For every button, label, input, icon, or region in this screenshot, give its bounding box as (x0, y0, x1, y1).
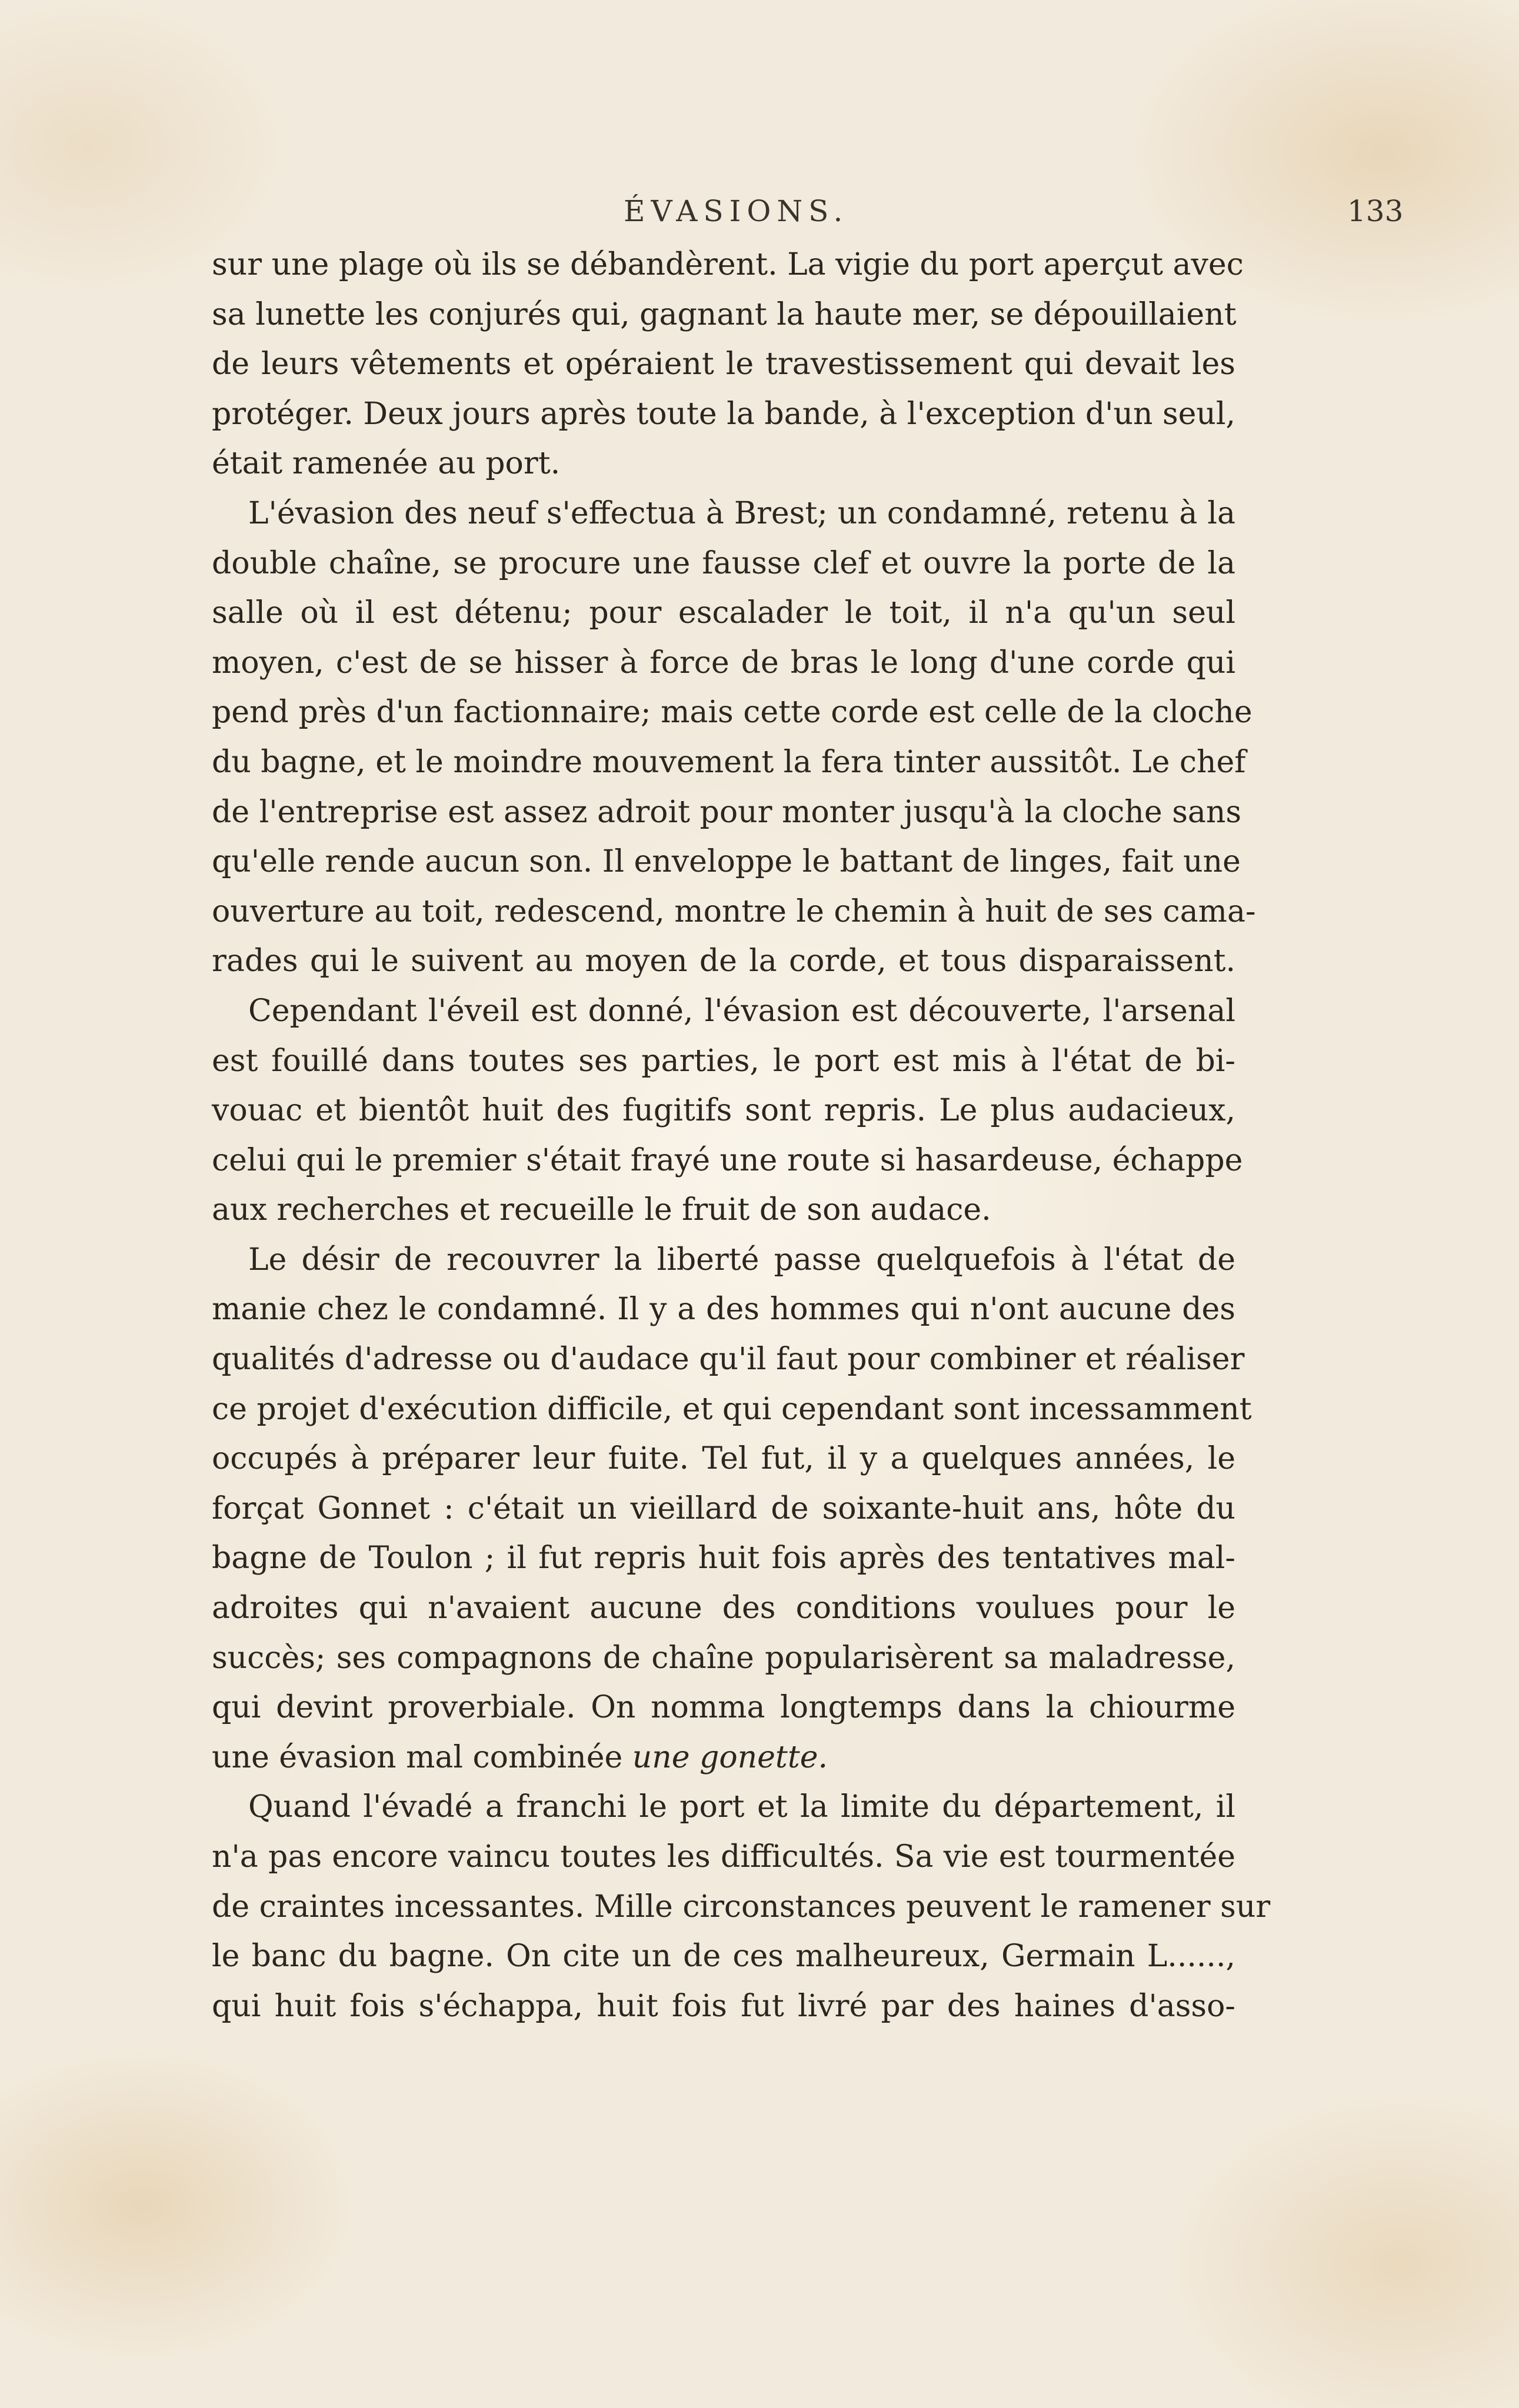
text-line: sa lunette les conjurés qui, gagnant la haute mer, se dépouillaient (212, 296, 1237, 332)
text-line: est fouillé dans toutes ses parties, le port est mis à l'état de bi- (212, 1043, 1235, 1079)
text-line: occupés à préparer leur fuite. Tel fut, il y a quelques années, le (212, 1441, 1235, 1477)
text-line: bagne de Toulon ; il fut repris huit fois après des tentatives mal- (212, 1540, 1235, 1576)
text-line-with-italic (212, 1733, 1235, 1783)
text-line: Cependant l'éveil est donné, l'évasion est découverte, l'arsenal (248, 993, 1235, 1029)
text-line: qualités d'adresse ou d'audace qu'il faut pour combiner et réaliser (212, 1342, 1245, 1378)
text-line: manie chez le condamné. Il y a des hommes qui n'ont aucune des (212, 1292, 1235, 1328)
text-line: de craintes incessantes. Mille circonstances peuvent le ramener sur (212, 1889, 1271, 1925)
text-line: qui devint proverbiale. On nomma longtemps dans la chiourme (212, 1690, 1235, 1726)
text-line: Le désir de recouvrer la liberté passe quelquefois à l'état de (248, 1242, 1235, 1278)
text-line: le banc du bagne. On cite un de ces malheureux, Germain L......, (212, 1939, 1235, 1975)
text-line: sur une plage où ils se débandèrent. La vigie du port aperçut avec (212, 247, 1244, 282)
text-line: double chaîne, se procure une fausse clef et ouvre la porte de la (212, 545, 1235, 581)
text-line: adroites qui n'avaient aucune des conditions voulues pour le (212, 1590, 1235, 1626)
text-line: protéger. Deux jours après toute la bande, à l'exception d'un seul, (212, 396, 1236, 432)
text-line: qu'elle rende aucun son. Il enveloppe le battant de linges, fait une (212, 844, 1241, 880)
text-line: de l'entreprise est assez adroit pour monter jusqu'à la cloche sans (212, 794, 1242, 830)
body-text (212, 240, 1271, 2031)
italic-phrase: une gonette. (632, 1739, 828, 1775)
text-line: L'évasion des neuf s'effectua à Brest; un condamné, retenu à la (248, 495, 1235, 531)
page-number: 133 (1347, 194, 1404, 228)
text-line: ouverture au toit, redescend, montre le chemin à huit de ses cama- (212, 893, 1256, 929)
text-line: salle où il est détenu; pour escalader le toit, il n'a qu'un seul (212, 595, 1235, 631)
text-line: rades qui le suivent au moyen de la corde, et tous disparaissent. (212, 943, 1235, 979)
text-line: du bagne, et le moindre mouvement la fera tinter aussitôt. Le chef (212, 744, 1246, 780)
text-line: pend près d'un factionnaire; mais cette corde est celle de la cloche (212, 695, 1252, 731)
text-line: ce projet d'exécution difficile, et qui cependant sont incessamment (212, 1391, 1252, 1427)
text-line: aux recherches et recueille le fruit de son audace. (212, 1192, 991, 1228)
text-line: forçat Gonnet : c'était un vieillard de soixante-huit ans, hôte du (212, 1490, 1235, 1526)
text-line: Quand l'évadé a franchi le port et la limite du département, il (248, 1789, 1235, 1825)
text-line: moyen, c'est de se hisser à force de bras le long d'une corde qui (212, 645, 1235, 681)
text-line-start: une évasion mal combinée (212, 1739, 623, 1775)
text-line: succès; ses compagnons de chaîne popularisèrent sa maladresse, (212, 1640, 1235, 1676)
text-line: qui huit fois s'échappa, huit fois fut livré par des haines d'asso- (212, 1988, 1235, 2024)
text-line: de leurs vêtements et opéraient le travestissement qui devait les (212, 346, 1235, 382)
text-line: n'a pas encore vaincu toutes les difficultés. Sa vie est tourmentée (212, 1839, 1235, 1875)
text-line: vouac et bientôt huit des fugitifs sont repris. Le plus audacieux, (212, 1093, 1235, 1129)
text-line: celui qui le premier s'était frayé une route si hasardeuse, échappe (212, 1142, 1243, 1178)
running-head: ÉVASIONS. (624, 194, 849, 228)
text-line: était ramenée au port. (212, 446, 561, 482)
